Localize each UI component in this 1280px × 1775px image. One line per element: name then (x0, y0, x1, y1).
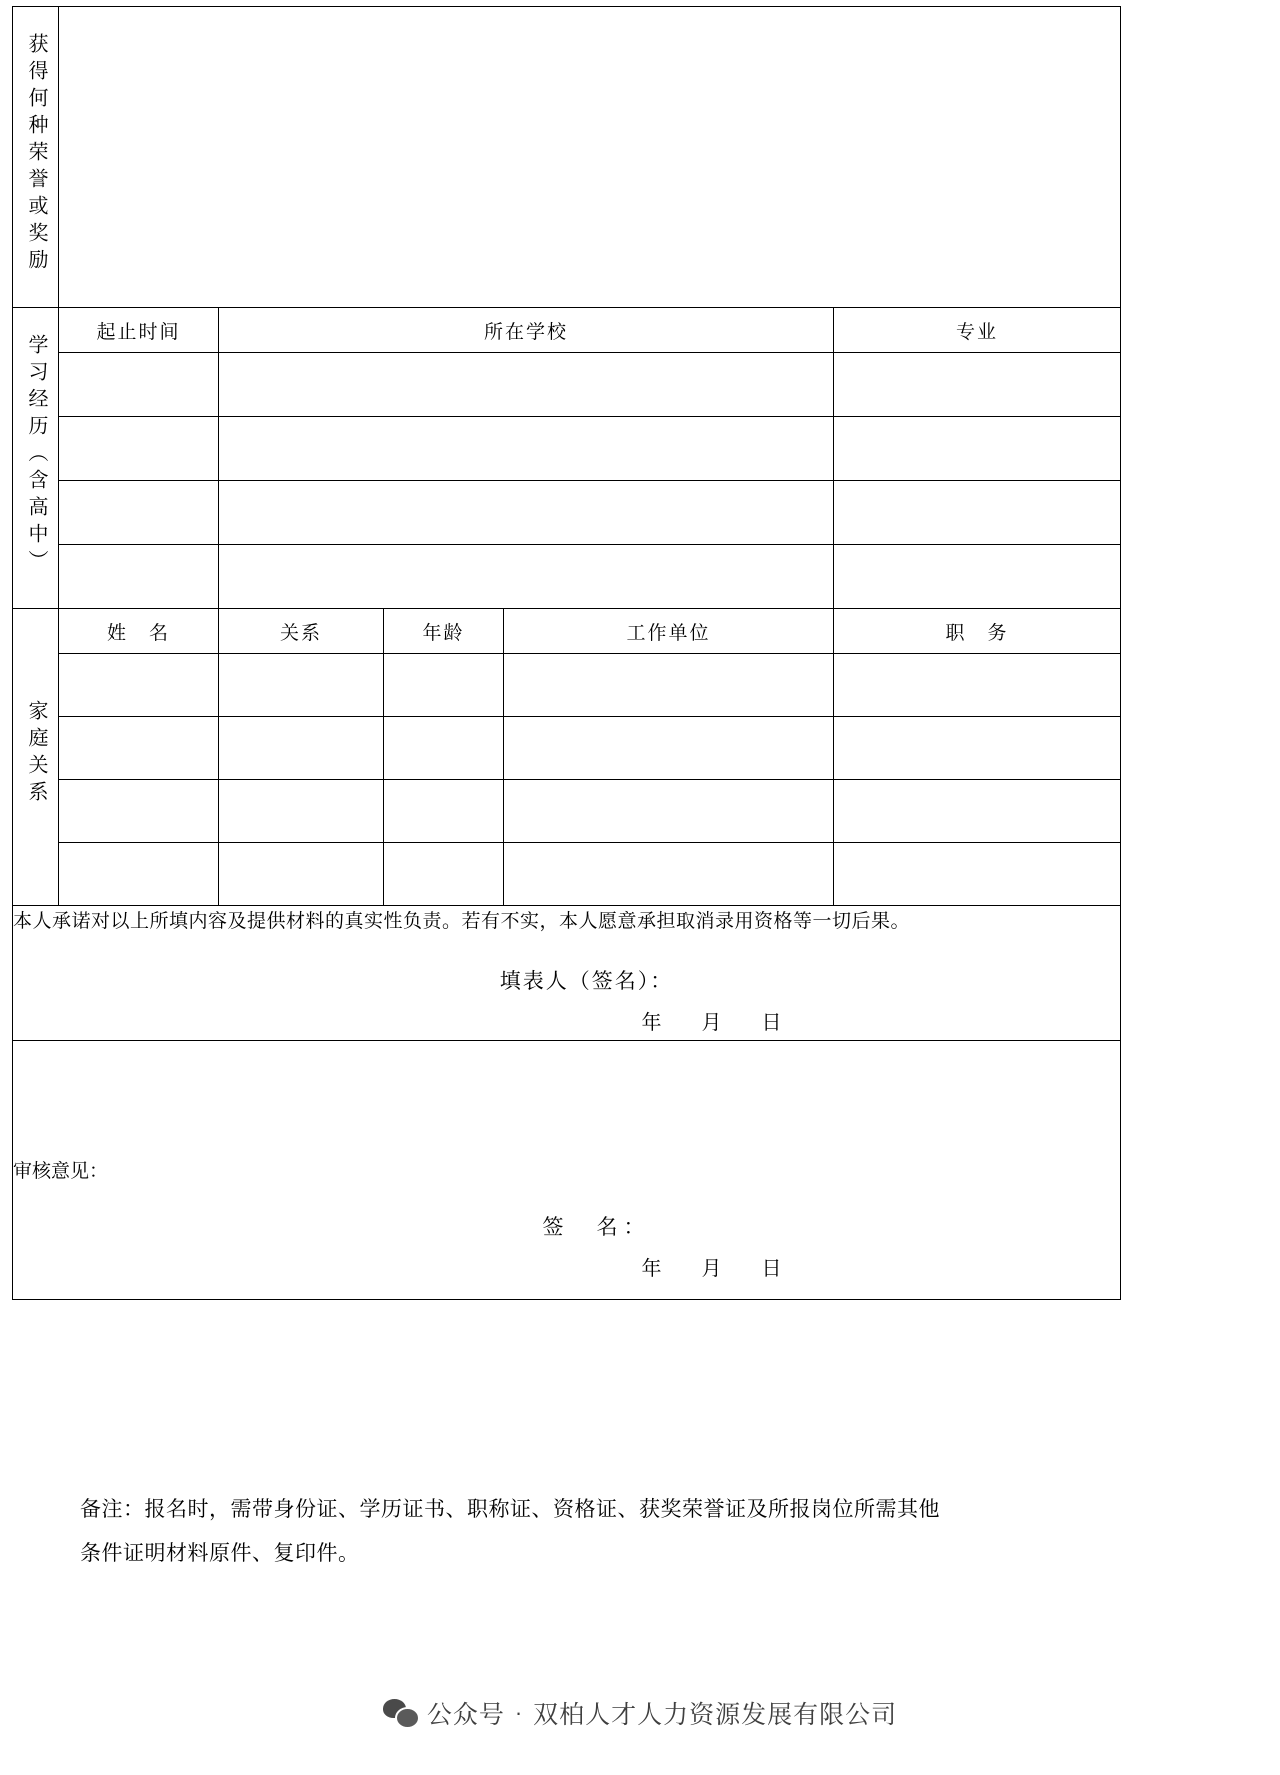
filler-date-label[interactable]: 年 月 日 (641, 1011, 792, 1034)
family-cell-age[interactable] (384, 780, 504, 843)
education-cell-school[interactable] (219, 417, 834, 481)
family-header-row (13, 609, 1121, 654)
family-cell-workplace[interactable] (504, 654, 834, 717)
footer-note-line-2: 条件证明材料原件、复印件。 (80, 1541, 360, 1566)
review-date-label[interactable]: 年 月 日 (641, 1257, 792, 1280)
education-cell-school[interactable] (219, 481, 834, 545)
education-row (13, 353, 1121, 417)
family-cell-workplace[interactable] (504, 843, 834, 906)
family-cell-name[interactable] (59, 843, 219, 906)
family-cell-position[interactable] (834, 843, 1121, 906)
honor-label: 获得何种荣誉或奖励 (25, 32, 47, 276)
wechat-icon (383, 1699, 417, 1727)
application-form-table (12, 6, 1121, 1300)
family-row (13, 654, 1121, 717)
education-row (13, 417, 1121, 481)
education-label: 学习经历（含高中） (25, 333, 47, 577)
footer-note (80, 1487, 1080, 1575)
watermark-name: 双柏人才人力资源发展有限公司 (533, 1701, 898, 1729)
education-cell-major[interactable] (834, 417, 1121, 481)
education-cell-major[interactable] (834, 353, 1121, 417)
review-label: 审核意见： (13, 1161, 109, 1183)
family-cell-workplace[interactable] (504, 780, 834, 843)
family-cell-name[interactable] (59, 654, 219, 717)
honor-row (13, 7, 1121, 308)
family-label-cell (13, 609, 59, 906)
family-cell-relation[interactable] (219, 843, 384, 906)
family-cell-name[interactable] (59, 780, 219, 843)
family-header-name: 姓 名 (59, 609, 219, 654)
watermark (0, 1695, 1280, 1731)
family-cell-relation[interactable] (219, 717, 384, 780)
education-header-row (13, 308, 1121, 353)
family-cell-age[interactable] (384, 654, 504, 717)
family-header-age: 年龄 (384, 609, 504, 654)
family-cell-position[interactable] (834, 717, 1121, 780)
family-header-workplace: 工作单位 (504, 609, 834, 654)
education-cell-major[interactable] (834, 481, 1121, 545)
review-cell[interactable] (13, 1040, 1121, 1299)
honor-input-cell[interactable] (59, 7, 1121, 308)
honor-label-cell (13, 7, 59, 308)
family-cell-workplace[interactable] (504, 717, 834, 780)
family-header-relation: 关系 (219, 609, 384, 654)
family-cell-age[interactable] (384, 717, 504, 780)
watermark-separator: · (514, 1700, 524, 1725)
family-label: 家庭关系 (25, 700, 47, 808)
review-signature-label[interactable]: 签 名： (542, 1214, 651, 1239)
review-row (13, 1040, 1121, 1299)
family-cell-name[interactable] (59, 717, 219, 780)
education-cell-school[interactable] (219, 545, 834, 609)
education-row (13, 545, 1121, 609)
education-label-cell (13, 308, 59, 609)
education-header-major: 专业 (834, 308, 1121, 353)
family-cell-relation[interactable] (219, 654, 384, 717)
footer-note-line-1: 备注：报名时，需带身份证、学历证书、职称证、资格证、获奖荣誉证及所报岗位所需其他 (80, 1497, 940, 1521)
family-row (13, 717, 1121, 780)
family-cell-relation[interactable] (219, 780, 384, 843)
family-row (13, 780, 1121, 843)
statement-cell (13, 906, 1121, 1041)
family-cell-position[interactable] (834, 654, 1121, 717)
family-row (13, 843, 1121, 906)
education-cell-time[interactable] (59, 545, 219, 609)
family-header-position: 职 务 (834, 609, 1121, 654)
education-header-school: 所在学校 (219, 308, 834, 353)
statement-row (13, 906, 1121, 1041)
education-row (13, 481, 1121, 545)
education-cell-time[interactable] (59, 481, 219, 545)
education-cell-time[interactable] (59, 417, 219, 481)
education-header-time: 起止时间 (59, 308, 219, 353)
statement-text: 本人承诺对以上所填内容及提供材料的真实性负责。若有不实，本人愿意承担取消录用资格等一切后果。 (13, 911, 911, 932)
family-cell-position[interactable] (834, 780, 1121, 843)
education-cell-school[interactable] (219, 353, 834, 417)
watermark-prefix: 公众号 (426, 1701, 505, 1729)
filler-signature-label[interactable]: 填表人（签名）： (499, 969, 674, 994)
family-cell-age[interactable] (384, 843, 504, 906)
education-cell-major[interactable] (834, 545, 1121, 609)
education-cell-time[interactable] (59, 353, 219, 417)
